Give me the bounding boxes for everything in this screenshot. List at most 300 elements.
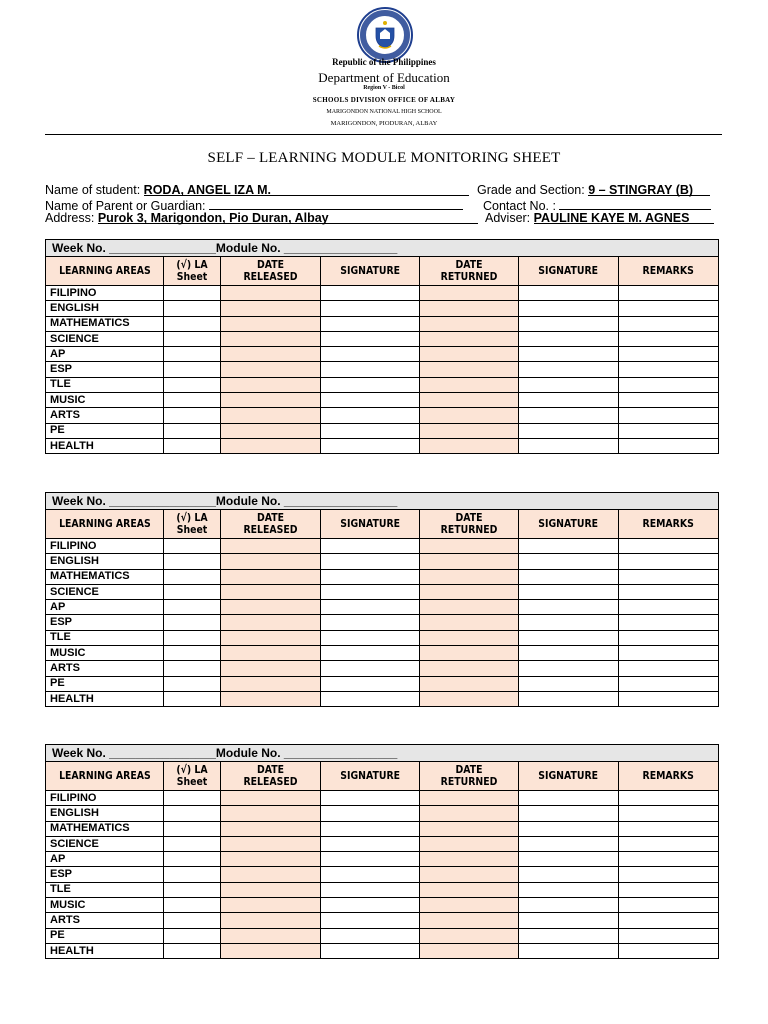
column-header-text: SIGNATURE bbox=[538, 517, 599, 530]
la-sheet-header bbox=[164, 762, 221, 791]
subject-cell: ESP bbox=[46, 867, 164, 882]
entry-cell[interactable] bbox=[164, 438, 221, 453]
entry-cell[interactable] bbox=[221, 554, 321, 569]
entry-cell[interactable] bbox=[321, 630, 420, 645]
entry-cell[interactable] bbox=[321, 898, 420, 913]
entry-cell[interactable] bbox=[619, 836, 719, 851]
entry-cell[interactable] bbox=[420, 691, 519, 706]
table-row bbox=[46, 423, 719, 438]
entry-cell[interactable] bbox=[519, 836, 619, 851]
subject-cell: SCIENCE bbox=[46, 331, 164, 346]
entry-cell[interactable] bbox=[164, 362, 221, 377]
table-row bbox=[46, 600, 719, 615]
parent-label: Name of Parent or Guardian: bbox=[45, 199, 206, 213]
column-header-text: SIGNATURE bbox=[538, 769, 599, 782]
adviser-field[interactable]: PAULINE KAYE M. AGNES bbox=[534, 211, 714, 224]
entry-cell[interactable] bbox=[164, 882, 221, 897]
subject-cell: TLE bbox=[46, 630, 164, 645]
entry-cell[interactable] bbox=[164, 569, 221, 584]
entry-cell[interactable] bbox=[164, 316, 221, 331]
week-module-label[interactable]: Week No. ________________Module No. _________________ bbox=[46, 493, 719, 510]
entry-cell[interactable] bbox=[519, 331, 619, 346]
entry-cell[interactable] bbox=[321, 584, 420, 599]
entry-cell[interactable] bbox=[164, 661, 221, 676]
entry-cell[interactable] bbox=[420, 569, 519, 584]
week-module-label[interactable]: Week No. ________________Module No. _________________ bbox=[46, 745, 719, 762]
entry-cell[interactable] bbox=[619, 377, 719, 392]
entry-cell[interactable] bbox=[164, 615, 221, 630]
page-title: SELF – LEARNING MODULE MONITORING SHEET bbox=[207, 150, 561, 166]
entry-cell[interactable] bbox=[619, 661, 719, 676]
entry-cell[interactable] bbox=[321, 806, 420, 821]
entry-cell[interactable] bbox=[221, 615, 321, 630]
entry-cell[interactable] bbox=[164, 821, 221, 836]
table-row bbox=[46, 554, 719, 569]
parent-field[interactable] bbox=[209, 197, 463, 210]
table-row bbox=[46, 377, 719, 392]
column-header-text: REMARKS bbox=[642, 517, 695, 530]
entry-cell[interactable] bbox=[321, 423, 420, 438]
entry-cell[interactable] bbox=[321, 554, 420, 569]
entry-cell[interactable] bbox=[519, 882, 619, 897]
entry-cell[interactable] bbox=[221, 377, 321, 392]
table-row bbox=[46, 913, 719, 928]
entry-cell[interactable] bbox=[420, 867, 519, 882]
entry-cell[interactable] bbox=[519, 301, 619, 316]
entry-cell[interactable] bbox=[221, 791, 321, 806]
entry-cell[interactable] bbox=[619, 882, 719, 897]
entry-cell[interactable] bbox=[619, 393, 719, 408]
entry-cell[interactable] bbox=[221, 898, 321, 913]
entry-cell[interactable] bbox=[321, 438, 420, 453]
subject-cell: TLE bbox=[46, 882, 164, 897]
entry-cell[interactable] bbox=[164, 943, 221, 958]
table-row bbox=[46, 691, 719, 706]
entry-cell[interactable] bbox=[420, 600, 519, 615]
deped-seal-logo bbox=[354, 6, 416, 64]
entry-cell[interactable] bbox=[164, 791, 221, 806]
entry-cell[interactable] bbox=[519, 438, 619, 453]
table-row bbox=[46, 408, 719, 423]
subject-cell: HEALTH bbox=[46, 438, 164, 453]
student-name-field[interactable]: RODA, ANGEL IZA M. bbox=[144, 183, 469, 196]
entry-cell[interactable] bbox=[420, 362, 519, 377]
entry-cell[interactable] bbox=[519, 691, 619, 706]
entry-cell[interactable] bbox=[619, 539, 719, 554]
entry-cell[interactable] bbox=[420, 539, 519, 554]
entry-cell[interactable] bbox=[164, 554, 221, 569]
entry-cell[interactable] bbox=[321, 539, 420, 554]
entry-cell[interactable] bbox=[619, 943, 719, 958]
entry-cell[interactable] bbox=[519, 316, 619, 331]
entry-cell[interactable] bbox=[420, 584, 519, 599]
entry-cell[interactable] bbox=[420, 943, 519, 958]
subject-cell: FILIPINO bbox=[46, 791, 164, 806]
entry-cell[interactable] bbox=[519, 661, 619, 676]
learning-areas-header bbox=[46, 510, 164, 539]
entry-cell[interactable] bbox=[221, 301, 321, 316]
entry-cell[interactable] bbox=[519, 408, 619, 423]
entry-cell[interactable] bbox=[164, 928, 221, 943]
subject-cell: ESP bbox=[46, 362, 164, 377]
grade-section-row bbox=[477, 183, 710, 197]
entry-cell[interactable] bbox=[619, 913, 719, 928]
entry-cell[interactable] bbox=[420, 836, 519, 851]
entry-cell[interactable] bbox=[164, 852, 221, 867]
entry-cell[interactable] bbox=[221, 943, 321, 958]
entry-cell[interactable] bbox=[619, 423, 719, 438]
subject-cell: ARTS bbox=[46, 408, 164, 423]
date-released-header bbox=[221, 257, 321, 286]
entry-cell[interactable] bbox=[519, 676, 619, 691]
entry-cell[interactable] bbox=[420, 347, 519, 362]
entry-cell[interactable] bbox=[619, 928, 719, 943]
entry-cell[interactable] bbox=[164, 347, 221, 362]
column-header-text: DATE RETURNED bbox=[440, 763, 498, 788]
entry-cell[interactable] bbox=[321, 286, 420, 301]
entry-cell[interactable] bbox=[519, 898, 619, 913]
entry-cell[interactable] bbox=[619, 286, 719, 301]
column-header-text: REMARKS bbox=[642, 769, 695, 782]
subject-cell: ENGLISH bbox=[46, 301, 164, 316]
entry-cell[interactable] bbox=[221, 836, 321, 851]
division-office: SCHOOLS DIVISION OFFICE OF ALBAY bbox=[312, 96, 456, 104]
entry-cell[interactable] bbox=[619, 821, 719, 836]
entry-cell[interactable] bbox=[519, 600, 619, 615]
entry-cell[interactable] bbox=[221, 691, 321, 706]
table-row bbox=[46, 393, 719, 408]
entry-cell[interactable] bbox=[519, 362, 619, 377]
subject-cell: FILIPINO bbox=[46, 539, 164, 554]
entry-cell[interactable] bbox=[619, 316, 719, 331]
entry-cell[interactable] bbox=[619, 438, 719, 453]
subject-cell: AP bbox=[46, 600, 164, 615]
entry-cell[interactable] bbox=[420, 852, 519, 867]
subject-cell: MATHEMATICS bbox=[46, 569, 164, 584]
column-header-text: SIGNATURE bbox=[340, 517, 400, 530]
entry-cell[interactable] bbox=[519, 554, 619, 569]
entry-cell[interactable] bbox=[164, 331, 221, 346]
entry-cell[interactable] bbox=[619, 898, 719, 913]
entry-cell[interactable] bbox=[420, 791, 519, 806]
entry-cell[interactable] bbox=[321, 821, 420, 836]
entry-cell[interactable] bbox=[519, 821, 619, 836]
entry-cell[interactable] bbox=[321, 393, 420, 408]
entry-cell[interactable] bbox=[519, 584, 619, 599]
entry-cell[interactable] bbox=[221, 630, 321, 645]
entry-cell[interactable] bbox=[519, 393, 619, 408]
entry-cell[interactable] bbox=[619, 554, 719, 569]
table-row bbox=[46, 438, 719, 453]
entry-cell[interactable] bbox=[164, 867, 221, 882]
entry-cell[interactable] bbox=[321, 301, 420, 316]
school-name: MARIGONDON NATIONAL HIGH SCHOOL bbox=[326, 109, 442, 115]
entry-cell[interactable] bbox=[619, 408, 719, 423]
entry-cell[interactable] bbox=[221, 913, 321, 928]
subject-cell: TLE bbox=[46, 377, 164, 392]
entry-cell[interactable] bbox=[221, 584, 321, 599]
entry-cell[interactable] bbox=[519, 913, 619, 928]
entry-cell[interactable] bbox=[619, 600, 719, 615]
entry-cell[interactable] bbox=[221, 676, 321, 691]
entry-cell[interactable] bbox=[164, 806, 221, 821]
subject-cell: MUSIC bbox=[46, 646, 164, 661]
entry-cell[interactable] bbox=[321, 362, 420, 377]
table-row bbox=[46, 316, 719, 331]
address-field[interactable]: Purok 3, Marigondon, Pio Duran, Albay bbox=[98, 211, 478, 224]
entry-cell[interactable] bbox=[164, 913, 221, 928]
entry-cell[interactable] bbox=[619, 646, 719, 661]
entry-cell[interactable] bbox=[164, 539, 221, 554]
address-row bbox=[45, 211, 478, 225]
subject-cell: ENGLISH bbox=[46, 806, 164, 821]
column-header-text: DATE RELEASED bbox=[243, 511, 298, 536]
entry-cell[interactable] bbox=[519, 569, 619, 584]
entry-cell[interactable] bbox=[619, 301, 719, 316]
entry-cell[interactable] bbox=[519, 943, 619, 958]
entry-cell[interactable] bbox=[321, 867, 420, 882]
entry-cell[interactable] bbox=[519, 928, 619, 943]
entry-cell[interactable] bbox=[164, 377, 221, 392]
entry-cell[interactable] bbox=[321, 408, 420, 423]
contact-field[interactable] bbox=[559, 197, 711, 210]
entry-cell[interactable] bbox=[221, 882, 321, 897]
entry-cell[interactable] bbox=[164, 646, 221, 661]
column-header-text: SIGNATURE bbox=[538, 264, 599, 277]
entry-cell[interactable] bbox=[519, 423, 619, 438]
table-row bbox=[46, 646, 719, 661]
region-text: Region V - Bicol bbox=[363, 85, 405, 91]
entry-cell[interactable] bbox=[221, 661, 321, 676]
table-row bbox=[46, 821, 719, 836]
subject-cell: PE bbox=[46, 676, 164, 691]
entry-cell[interactable] bbox=[164, 836, 221, 851]
entry-cell[interactable] bbox=[619, 362, 719, 377]
column-header-text: LEARNING AREAS bbox=[58, 264, 151, 277]
subject-cell: MUSIC bbox=[46, 393, 164, 408]
student-name-label: Name of student: bbox=[45, 183, 144, 197]
entry-cell[interactable] bbox=[164, 630, 221, 645]
entry-cell[interactable] bbox=[420, 615, 519, 630]
entry-cell[interactable] bbox=[519, 852, 619, 867]
table-row bbox=[46, 898, 719, 913]
entry-cell[interactable] bbox=[619, 852, 719, 867]
entry-cell[interactable] bbox=[221, 286, 321, 301]
date-released-header bbox=[221, 510, 321, 539]
department-name: Department of Education bbox=[318, 70, 450, 85]
week-module-label[interactable]: Week No. ________________Module No. _________________ bbox=[46, 240, 719, 257]
entry-cell[interactable] bbox=[619, 691, 719, 706]
entry-cell[interactable] bbox=[420, 928, 519, 943]
table-row bbox=[46, 286, 719, 301]
entry-cell[interactable] bbox=[321, 615, 420, 630]
entry-cell[interactable] bbox=[619, 569, 719, 584]
entry-cell[interactable] bbox=[321, 600, 420, 615]
entry-cell[interactable] bbox=[519, 806, 619, 821]
entry-cell[interactable] bbox=[420, 821, 519, 836]
learning-areas-header bbox=[46, 762, 164, 791]
entry-cell[interactable] bbox=[420, 913, 519, 928]
column-header-text: DATE RELEASED bbox=[243, 258, 298, 283]
entry-cell[interactable] bbox=[619, 331, 719, 346]
entry-cell[interactable] bbox=[619, 806, 719, 821]
entry-cell[interactable] bbox=[420, 661, 519, 676]
date-returned-header bbox=[420, 257, 519, 286]
entry-cell[interactable] bbox=[420, 882, 519, 897]
column-header-text: DATE RETURNED bbox=[440, 258, 498, 283]
table-row bbox=[46, 852, 719, 867]
entry-cell[interactable] bbox=[420, 806, 519, 821]
entry-cell[interactable] bbox=[164, 393, 221, 408]
entry-cell[interactable] bbox=[420, 438, 519, 453]
entry-cell[interactable] bbox=[519, 615, 619, 630]
table-row bbox=[46, 584, 719, 599]
column-header-text: SIGNATURE bbox=[340, 769, 400, 782]
entry-cell[interactable] bbox=[519, 347, 619, 362]
entry-cell[interactable] bbox=[519, 539, 619, 554]
entry-cell[interactable] bbox=[321, 913, 420, 928]
entry-cell[interactable] bbox=[221, 928, 321, 943]
entry-cell[interactable] bbox=[221, 569, 321, 584]
table-row bbox=[46, 806, 719, 821]
entry-cell[interactable] bbox=[221, 539, 321, 554]
entry-cell[interactable] bbox=[221, 867, 321, 882]
table-row bbox=[46, 676, 719, 691]
entry-cell[interactable] bbox=[221, 331, 321, 346]
subject-cell: PE bbox=[46, 423, 164, 438]
entry-cell[interactable] bbox=[619, 676, 719, 691]
table-row bbox=[46, 347, 719, 362]
entry-cell[interactable] bbox=[221, 821, 321, 836]
entry-cell[interactable] bbox=[420, 377, 519, 392]
entry-cell[interactable] bbox=[420, 630, 519, 645]
entry-cell[interactable] bbox=[321, 676, 420, 691]
entry-cell[interactable] bbox=[321, 852, 420, 867]
entry-cell[interactable] bbox=[619, 584, 719, 599]
entry-cell[interactable] bbox=[519, 646, 619, 661]
entry-cell[interactable] bbox=[321, 661, 420, 676]
entry-cell[interactable] bbox=[420, 301, 519, 316]
entry-cell[interactable] bbox=[164, 301, 221, 316]
entry-cell[interactable] bbox=[321, 791, 420, 806]
student-name-row bbox=[45, 183, 469, 197]
entry-cell[interactable] bbox=[221, 362, 321, 377]
school-address: MARIGONDON, PIODURAN, ALBAY bbox=[330, 120, 438, 127]
entry-cell[interactable] bbox=[221, 852, 321, 867]
entry-cell[interactable] bbox=[321, 836, 420, 851]
entry-cell[interactable] bbox=[420, 393, 519, 408]
entry-cell[interactable] bbox=[420, 898, 519, 913]
entry-cell[interactable] bbox=[221, 408, 321, 423]
signature-header bbox=[321, 257, 420, 286]
table-row bbox=[46, 615, 719, 630]
entry-cell[interactable] bbox=[221, 423, 321, 438]
subject-cell: FILIPINO bbox=[46, 286, 164, 301]
grade-section-field[interactable]: 9 – STINGRAY (B) bbox=[588, 183, 710, 196]
entry-cell[interactable] bbox=[164, 898, 221, 913]
table-row bbox=[46, 630, 719, 645]
entry-cell[interactable] bbox=[164, 584, 221, 599]
remarks-header bbox=[619, 762, 719, 791]
signature-header bbox=[321, 762, 420, 791]
entry-cell[interactable] bbox=[321, 882, 420, 897]
entry-cell[interactable] bbox=[164, 286, 221, 301]
republic-text: Republic of the Philippines bbox=[332, 57, 436, 67]
monitoring-table-3 bbox=[45, 744, 719, 959]
address-label: Address: bbox=[45, 211, 98, 225]
column-header-text: LEARNING AREAS bbox=[58, 517, 151, 530]
entry-cell[interactable] bbox=[164, 600, 221, 615]
entry-cell[interactable] bbox=[221, 347, 321, 362]
entry-cell[interactable] bbox=[321, 331, 420, 346]
signature-header bbox=[519, 762, 619, 791]
subject-cell: SCIENCE bbox=[46, 584, 164, 599]
entry-cell[interactable] bbox=[619, 791, 719, 806]
entry-cell[interactable] bbox=[619, 615, 719, 630]
subject-cell: ARTS bbox=[46, 913, 164, 928]
entry-cell[interactable] bbox=[321, 646, 420, 661]
entry-cell[interactable] bbox=[519, 791, 619, 806]
monitoring-table-2 bbox=[45, 492, 719, 707]
la-sheet-header bbox=[164, 510, 221, 539]
column-header-text: DATE RELEASED bbox=[243, 763, 298, 788]
entry-cell[interactable] bbox=[221, 393, 321, 408]
entry-cell[interactable] bbox=[164, 691, 221, 706]
entry-cell[interactable] bbox=[420, 646, 519, 661]
entry-cell[interactable] bbox=[321, 377, 420, 392]
entry-cell[interactable] bbox=[221, 806, 321, 821]
entry-cell[interactable] bbox=[420, 286, 519, 301]
entry-cell[interactable] bbox=[619, 630, 719, 645]
entry-cell[interactable] bbox=[420, 423, 519, 438]
entry-cell[interactable] bbox=[321, 569, 420, 584]
entry-cell[interactable] bbox=[420, 676, 519, 691]
entry-cell[interactable] bbox=[164, 408, 221, 423]
table-row bbox=[46, 867, 719, 882]
entry-cell[interactable] bbox=[164, 423, 221, 438]
entry-cell[interactable] bbox=[321, 943, 420, 958]
subject-cell: AP bbox=[46, 852, 164, 867]
table-row bbox=[46, 539, 719, 554]
entry-cell[interactable] bbox=[619, 347, 719, 362]
subject-cell: ARTS bbox=[46, 661, 164, 676]
entry-cell[interactable] bbox=[619, 867, 719, 882]
entry-cell[interactable] bbox=[420, 316, 519, 331]
entry-cell[interactable] bbox=[420, 408, 519, 423]
entry-cell[interactable] bbox=[420, 331, 519, 346]
entry-cell[interactable] bbox=[321, 316, 420, 331]
column-header-text: SIGNATURE bbox=[340, 264, 400, 277]
adviser-label: Adviser: bbox=[485, 211, 534, 225]
entry-cell[interactable] bbox=[321, 347, 420, 362]
entry-cell[interactable] bbox=[519, 286, 619, 301]
entry-cell[interactable] bbox=[519, 630, 619, 645]
entry-cell[interactable] bbox=[519, 867, 619, 882]
entry-cell[interactable] bbox=[221, 600, 321, 615]
entry-cell[interactable] bbox=[221, 316, 321, 331]
la-sheet-header bbox=[164, 257, 221, 286]
entry-cell[interactable] bbox=[221, 646, 321, 661]
table-row bbox=[46, 661, 719, 676]
entry-cell[interactable] bbox=[519, 377, 619, 392]
entry-cell[interactable] bbox=[164, 676, 221, 691]
entry-cell[interactable] bbox=[321, 691, 420, 706]
entry-cell[interactable] bbox=[321, 928, 420, 943]
entry-cell[interactable] bbox=[221, 438, 321, 453]
table-row bbox=[46, 362, 719, 377]
entry-cell[interactable] bbox=[420, 554, 519, 569]
grade-section-label: Grade and Section: bbox=[477, 183, 589, 197]
